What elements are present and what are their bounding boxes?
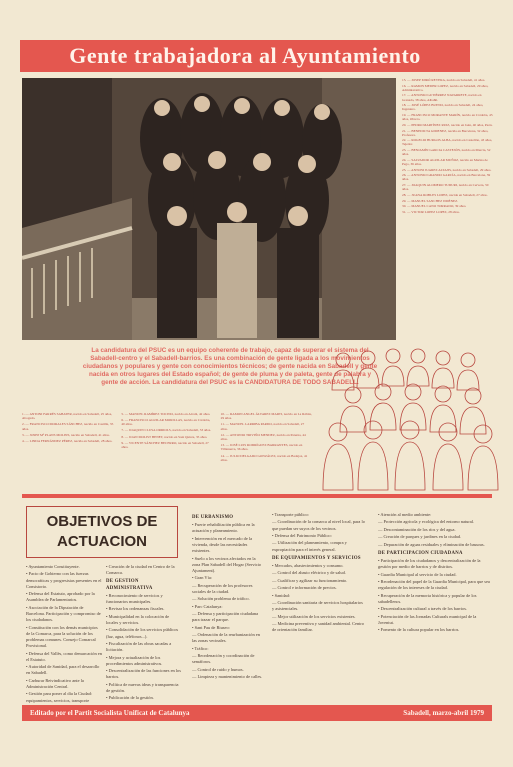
objective-section-heading: DE PARTICIPACION CIUDADANA [378,550,463,556]
objectives-column-general [26,564,102,711]
objectives-column-administration [106,564,182,703]
candidate-entry: 29. — MANUEL SANCHEZ JIMÉNEZ. [402,198,459,203]
candidate-entry: 26. — ANTONIO GRANDO GARCÍA, nacido en Barcelona, 39 años. [402,173,491,182]
objectives-column-urbanism [192,512,264,682]
objective-item: • Gestión para poner al día la Ciudad: equipamientos, servicios, transporte [26,691,93,703]
candidate-column [221,412,312,492]
candidate-entry: 19. — FRANCISCO MORANTE MARÍN, nacido en Córdoba, 45 años, Obrero. [402,113,493,122]
objective-item: — Defensa y participación ciudadana para trazar el parque. [192,611,259,623]
candidate-entry: 8. — JOAN MOLIST BENET, nacido en Sant Quirze, 35 años. [121,434,208,439]
objective-item: • Mejora y actualización de los procedimientos administrativos. [106,654,163,666]
candidate-entry: 2. — FRANCISCO MORALES SÁNCHEZ, nacido en Castilla, 35 años. [22,422,114,431]
objective-section-heading: DE GESTION ADMINISTRATIVA [106,579,153,591]
objective-item: — Medicina preventiva y sanidad ambiental. Centro de orientación familiar. [272,620,365,633]
objective-item: • Pacto de Gobierno con las fuerzas democráticas y progresistas presentes en el Consistorio. [26,571,102,589]
candidate-entry: 5. — MANUEL RAMÍREZ TOCINO, nacido en Alcalá, 42 años. [121,412,211,416]
objective-item: — Mejor utilización de los servicios existentes. [272,613,356,619]
objective-item: — Utilización del planeamiento, compra y expropiación para el interés general. [272,540,347,552]
objective-item: • Parc Catalunya: [192,603,223,609]
objectives-heading: OBJETIVOS DE ACTUACION [26,506,178,558]
objective-item: • Fuerte rehabilitación pública en la actuación y planeamiento. [192,522,255,534]
objective-item: — Solución problema de tráfico. [192,596,250,602]
objectives-column-services [272,512,366,635]
objective-item: — Depuración de aguas residuales y eliminación de basuras. [378,541,485,547]
objective-item: — Cualificar y agilizar su funcionamiento. [272,577,348,583]
section-divider [22,494,492,498]
objective-item: — Coordinación de la comarca al nivel local, para lo que puedan ser suyos de los vecinos. [272,519,365,531]
candidate-entry: 1. — ANTONI FARRÉS SABATER, nacido en Sabadell, 25 años, Abogado. [22,412,113,421]
candidate-entry: 31. — VICTOR LOPEZ LOPEZ, 28 años. [402,209,460,214]
objective-item: • Intervención en el mercado de la vivienda, desde las necesidades existentes. [192,535,253,554]
objective-item: • Constitución con los demás municipios de la Comarca, para la solución de los problemas comunes. Consejo Comarcal Provisional. [26,624,98,649]
objective-item: • Revisar los ordenanzas fiscales. [106,606,165,612]
candidate-list-right [402,78,494,340]
candidate-entry: 27. — JOAQUIN ALOMERO TUDURI, nacido en Cervera, 50 años. [402,183,489,192]
footer-bar [22,705,492,721]
candidate-entry: 18. — JOSÉ LÓPEZ BUENO, nacido en Sabadell, 24 años, Ingeniero. [402,103,484,112]
candidate-column [22,412,113,492]
objective-item: • Sanidad: [272,592,290,598]
candidate-entry: 3. — JOSEP Mª PLANS MOLINS, nacido en Sabadell, 41 años. [22,432,110,437]
objective-item: — Descontaminación de los ríos y del agua. [378,526,456,532]
objective-item: — Protección agrícola y ecológica del entorno natural. [378,519,475,525]
objective-item: • Mercados, abastecimientos y consumo. [272,562,344,568]
candidate-entry: 22. — ROGELIO BURGOS ALBA, nacido en Castellón, 43 años, Tejedor. [402,138,493,147]
footer-date: Sabadell, marzo-abril 1979 [403,709,484,717]
candidate-entry: 24. — SALVADOR AGUILAR MUÑOZ, nacido en Marina de Pego, 36 años. [402,157,488,166]
objective-item: • Descentralización cultural a través de los barrios. [378,606,468,612]
group-photo-image [22,78,396,340]
objective-item: • Reordenación del papel de la Guardia Municipal, para que sea regulación de los intereses de la ciudad. [378,578,490,591]
candidate-entry: 4. — LINDA FERNÁNDEZ PÉREZ, nacida en Sabadell, 28 años. [22,438,113,443]
objective-item: — Creación de parques y jardines en la ciudad. [378,534,462,540]
objective-item: • Recuperación de la memoria histórica y popular de los sabadellencs. [378,592,477,604]
objective-item: • Suelo a los vecinos afectados en la zona Plan Sabadell del Hogar (Servicio Ajuntament). [192,555,262,573]
objective-item: • Gran Vía: [192,575,212,581]
silhouette-row-front [323,421,498,490]
objective-item: • Defensa del Vallès, como demarcación en el Estatuto. [26,650,102,662]
objective-item: • Política de nuevas ideas y transparencia de gestión. [106,681,179,693]
candidate-list-bottom [22,412,312,492]
objective-item: • Asociación de la Diputación de Barcelona. Participación y compromiso de los ciudadanos. [26,604,101,623]
candidate-entry: 28. — JUANA ROBLES LOPEZ, nacida en Sabadell, 27 años. [402,192,488,197]
candidate-entry: 13. — JOSÉ LUIS RODRÍGUEZ BARRANTES, nacido en Villanueva, 36 años. [220,443,303,452]
objectives-column-participation [378,512,490,635]
candidate-entry: 17. — ANTONIO GUTIÉRREZ NAVARRETE, nacido en Granada, 38 años, Albañil. [402,93,482,102]
candidate-entry: 23. — BENJAMÍN GARCIA CASTEJÓN, nacido en Murcia, 52 años. [402,148,491,157]
candidate-entry: 10. — RAMON ANGEL ÁLVAREZ MARTI, nacido en La Rábita, 29 años. [220,412,312,421]
objective-item: • Publicación de la gestión. [106,695,154,701]
candidate-entry: 16. — RAMON MEDER LOPEZ, nacido en Sabadell, 29 años, Administrativo. [402,83,489,92]
candidate-silhouette-key [318,340,503,495]
objective-item: • Transporte público: [272,512,309,517]
objective-section-heading: DE URBANISMO [192,515,234,520]
objective-item: • Atención al medio ambiente: [378,512,432,517]
objective-item: • Guardia Municipal al servicio de la ciudad. [378,571,457,577]
objective-section-heading: DE EQUIPAMIENTOS Y SERVICIOS [272,555,361,561]
objective-item: • Ayuntamiento Constituyente. [26,564,80,569]
candidate-entry: 21. — BENEDICTA GIMENEZ, nacida en Barcelona, 32 años, Profesora. [402,128,489,137]
candidate-entry: 14. — JULIO DELGADO GONZÁLEZ, nacido en Badajoz, 41 años. [220,453,308,462]
group-photo [22,78,396,340]
candidate-entry: 25. — ANTONI JUAREZ ALTAJIS, nacido en Sabadell, 29 años. [402,167,492,172]
candidate-entry: 20. — PEDRO MARTÍNEZ RUIZ, nacido en Jaén, 40 años, Peón. [402,122,493,127]
objective-item: — Limpieza y mantenimiento de calles. [192,674,263,680]
candidate-entry: 30. — MANUEL CANO TORRADO, 39 años. [402,204,467,209]
candidate-column [121,412,212,492]
objective-item: • Municipalidad en la colocación de locales y servicios. [106,613,170,625]
objective-item: — Ordenación de la reurbanización en las zonas vecinales. [192,632,260,644]
candidate-entry: 12. — ANTONIO TRIVIÑO MENDEZ, nacido en Paterna, 44 años. [220,432,306,442]
footer-publisher: Editado por el Partit Socialista Unificat de Catalunya [30,709,190,717]
objective-item: • Tráfico: [192,645,209,651]
objective-item: • Descentralización de las funciones en los barrios. [106,668,181,680]
objective-item: • Defensa del Estatuto, aprobado por la Asamblea de Parlamentarios. [26,591,95,603]
objective-item: • Reconocimiento de servicios y funcionarios municipales. [106,592,163,605]
objective-item: • Potenciación de las Jornadas Culturals municipal de la Joventut. [378,613,477,625]
page-title: Gente trabajadora al Ayuntamiento [20,40,470,72]
objective-item: — Control e información de precios. [272,585,337,591]
objective-item: — Reordenación y coordinación de semáforos. [192,653,255,665]
candidate-entry: 15. — JOSEP MIRÓ REVERA, nacido en Sabadell, 41 años. [402,78,486,82]
objective-item: • Creación de la ciudad en Centro de la Comarca. [106,564,175,576]
objective-item: • Defensa del Patrimonio Público: [272,532,332,538]
candidate-entry: 9. — VICENTE SÁNCHEZ BECERRO, nacido en Sabadell, 27 años. [121,440,209,449]
objective-item: — Control del abasto eléctrico y de salud. [272,570,346,576]
objective-item: • Consolidación de los servicios públicos (luz, agua, teléfonos...). [106,627,179,639]
candidate-entry: 11. — MANUEL LARRIBA PARDO, nacido en Sabadell, 27 años. [220,422,305,431]
silhouette-row-middle [340,384,486,434]
objective-item: • Carburar Reivindicativo ante la Administración Central. [26,677,84,689]
objective-item: • Participación de los ciudadanos y descentralización de la gestión por medio de barrios y de distritos. [378,557,481,570]
objective-item: — Recuperación de los profesores sociales de la ciudad. [192,582,253,594]
candidate-entry: 7. — JOAQUIN CLUSA ORRIOLS, nacido en Sabadell, 33 años. [121,428,212,433]
objective-item: — Coordinación sanitaria de servicios hospitalarios y asistenciales. [272,599,363,612]
objective-item: • Fomento de la cultura popular en los barrios. [378,627,460,633]
silhouette-row-back [332,349,479,390]
candidate-entry: 6. — FRANCISCO AGUILAR MORILLAS, nacido en Córdoba, 40 años. [121,418,211,427]
objectives-columns [26,510,496,703]
objective-item: — Control de ruido y humos. [192,666,244,672]
objective-item: • Sant Pau de Riuseo: [192,624,230,630]
objective-item: • Autoridad de Sanidad, para el desarrollo en Sabadell. [26,664,100,676]
objective-item: • Fiscalización de las obras sacadas a licitación. [106,640,172,653]
lead-paragraph: La candidatura del PSUC es un equipo coherente de trabajo, capaz de superar el sistema del Sabadell-centro y el Sabadell-barrios. Es una combinación de gente ligada a los movimientos ciudadanos y populares y gente con conocimientos técnicos; de gente nacida en Sabadell y gente nacida en otros lugares del Estado español; de gente de pluma y de paleta, gente de palabra y gente de acción. La candidatura del PSUC es la CANDIDATURA DE TODO SABADELL. [82,347,378,386]
